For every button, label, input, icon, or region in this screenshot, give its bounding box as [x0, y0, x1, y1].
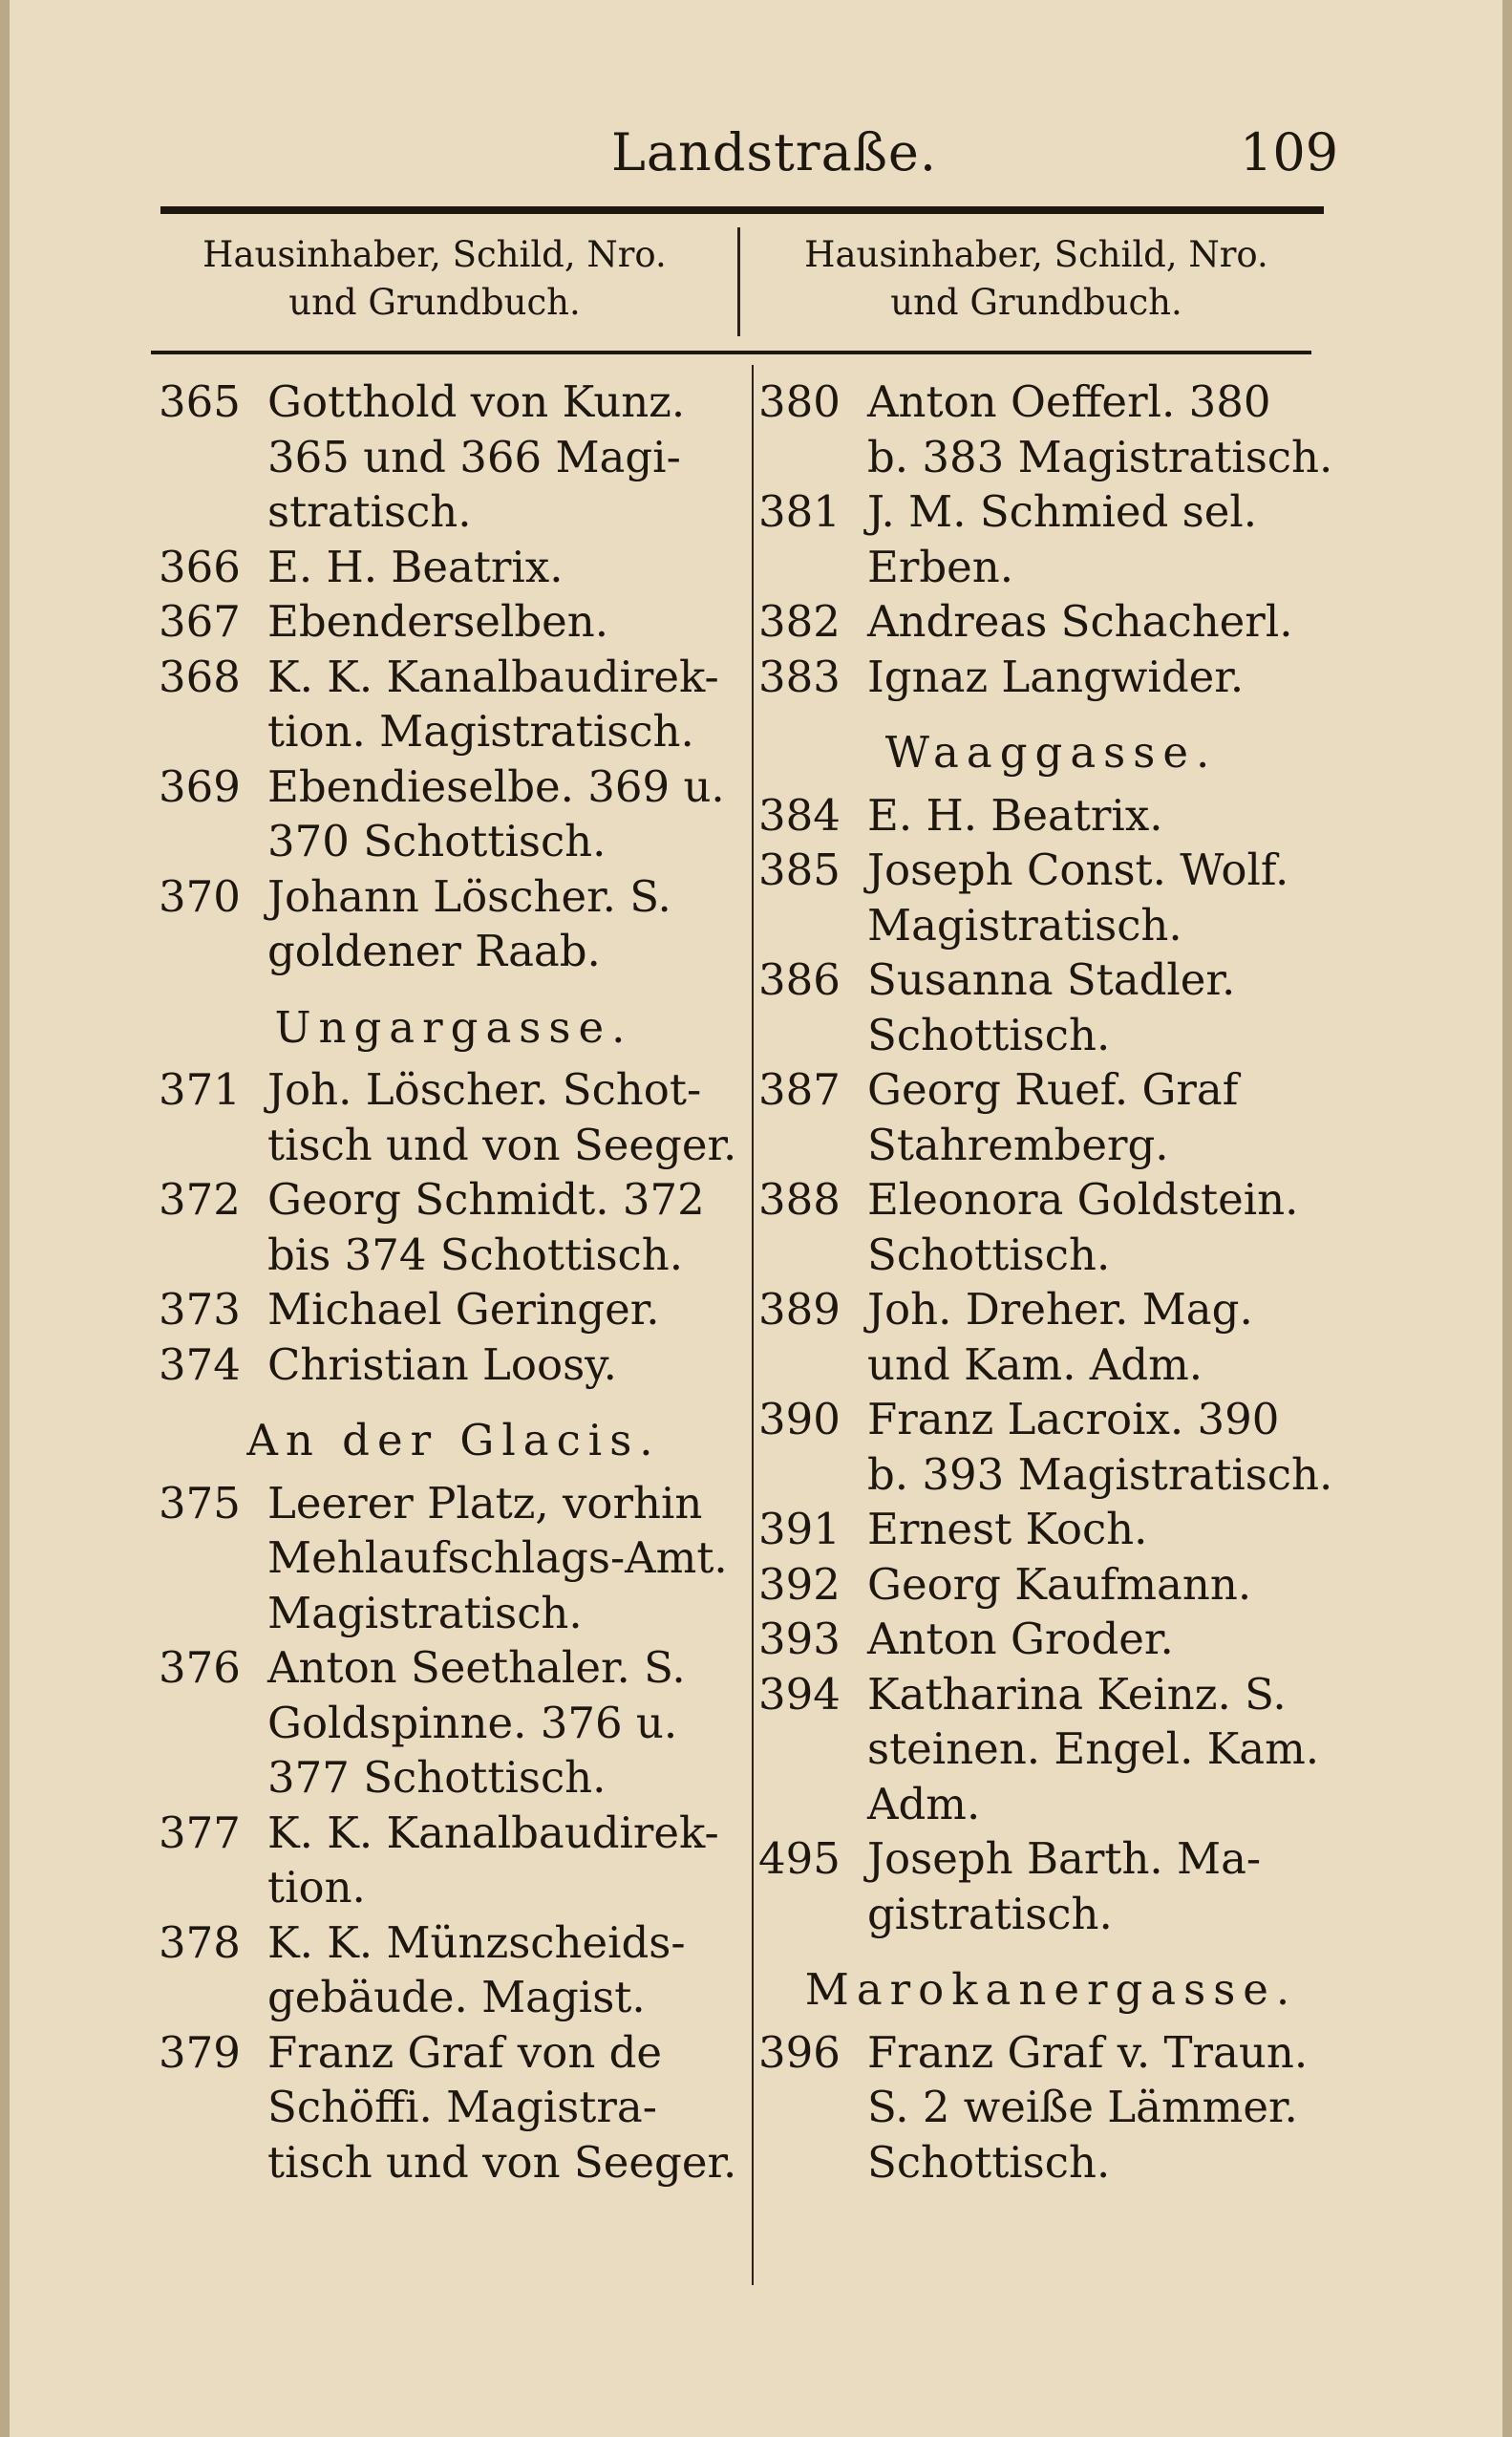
house-entry — [753, 952, 1350, 1062]
street-heading: Waaggasse. — [884, 727, 1218, 778]
house-number: 387 — [758, 1064, 841, 1115]
page-title: Landstraße. — [611, 122, 938, 182]
house-entry — [153, 1337, 755, 1393]
house-number: 394 — [758, 1668, 841, 1720]
entry-line: tisch und von Seeger. — [267, 2136, 737, 2188]
house-owner-text — [867, 1557, 1350, 1613]
street-heading: Ungargasse. — [274, 1001, 633, 1053]
entry-line: Schottisch. — [867, 1229, 1111, 1280]
entry-line: stratisch. — [267, 486, 472, 537]
entry-line: tisch und von Seeger. — [267, 1119, 737, 1170]
entry-line: Michael Geringer. — [267, 1284, 660, 1335]
house-entry — [153, 2025, 755, 2191]
house-owner-text — [267, 1476, 755, 1641]
house-number: 386 — [758, 954, 841, 1005]
house-number: 367 — [159, 596, 241, 647]
house-entry — [153, 1476, 755, 1641]
house-owner-text — [267, 869, 755, 979]
entry-line: Andreas Schacherl. — [867, 596, 1293, 647]
house-entry — [753, 650, 1350, 705]
house-owner-text — [867, 1502, 1350, 1557]
entry-line: Franz Graf von de — [267, 2026, 663, 2078]
house-entry — [753, 843, 1350, 952]
house-owner-text — [267, 1915, 755, 2025]
entry-line: Johann Löscher. S. — [267, 870, 671, 922]
entry-line: 377 Schottisch. — [267, 1752, 607, 1803]
house-number: 391 — [758, 1504, 841, 1554]
entry-line: Katharina Keinz. S. — [867, 1668, 1287, 1720]
house-entry — [153, 594, 755, 650]
house-entry — [153, 759, 755, 869]
house-number: 369 — [159, 760, 241, 812]
house-owner-text — [267, 650, 755, 759]
street-heading: Marokanergasse. — [804, 1964, 1298, 2015]
entry-line: tion. Magistratisch. — [267, 706, 694, 757]
entry-line: Erben. — [867, 541, 1014, 592]
house-entry — [753, 2025, 1350, 2191]
house-owner-text — [867, 1392, 1350, 1502]
entry-line: steinen. Engel. Kam. — [867, 1723, 1320, 1774]
entry-line: 365 und 366 Magi- — [267, 431, 681, 482]
house-owner-text — [867, 594, 1350, 650]
right-column — [753, 374, 1350, 2190]
house-entry — [753, 484, 1350, 594]
house-number: 384 — [758, 789, 841, 841]
entry-line: Anton Seethaler. S. — [267, 1642, 686, 1693]
entry-line: Joseph Const. Wolf. — [867, 844, 1289, 895]
house-number: 372 — [159, 1174, 241, 1225]
house-entry — [153, 1640, 755, 1806]
left-column — [153, 374, 755, 2190]
house-number: 393 — [758, 1614, 841, 1664]
house-entry — [753, 1062, 1350, 1172]
house-entry — [153, 1172, 755, 1282]
entry-line: Ignaz Langwider. — [867, 651, 1245, 702]
entry-line: Ebenderselben. — [267, 596, 609, 647]
house-number: 396 — [758, 2026, 841, 2078]
house-owner-text — [867, 374, 1350, 484]
entry-line: Schottisch. — [867, 1009, 1111, 1060]
house-entry — [753, 374, 1350, 484]
house-number: 371 — [159, 1064, 241, 1115]
house-entry — [153, 1915, 755, 2025]
entry-line: Schöffi. Magistra- — [267, 2082, 657, 2132]
house-number: 380 — [758, 376, 841, 427]
entry-line: goldener Raab. — [267, 926, 601, 976]
entry-line: Franz Graf v. Traun. — [867, 2026, 1309, 2078]
house-number: 366 — [159, 541, 241, 592]
entry-line: 370 Schottisch. — [267, 816, 607, 866]
entry-line: Ernest Koch. — [867, 1504, 1148, 1554]
house-number: 378 — [159, 1916, 241, 1968]
house-entry — [753, 1831, 1350, 1941]
house-owner-text — [267, 1640, 755, 1806]
entry-line: b. 393 Magistratisch. — [867, 1448, 1333, 1500]
house-entry — [753, 788, 1350, 844]
house-owner-text — [867, 843, 1350, 952]
entry-line: E. H. Beatrix. — [267, 541, 564, 592]
entry-line: Eleonora Goldstein. — [867, 1174, 1299, 1225]
column-header-line2: und Grundbuch. — [890, 282, 1182, 323]
entry-line: S. 2 weiße Lämmer. — [867, 2082, 1298, 2132]
house-entry — [753, 1172, 1350, 1282]
house-owner-text — [267, 374, 755, 540]
entry-line: Christian Loosy. — [267, 1338, 617, 1390]
entry-line: Anton Groder. — [867, 1614, 1174, 1664]
entry-line: tion. — [267, 1862, 366, 1913]
house-number: 385 — [758, 844, 841, 895]
house-owner-text — [867, 1062, 1350, 1172]
entry-line: Adm. — [867, 1778, 981, 1829]
house-owner-text — [267, 2025, 755, 2191]
entry-line: gebäude. Magist. — [267, 1972, 646, 2022]
entry-line: K. K. Kanalbaudirek- — [267, 1806, 719, 1858]
entry-line: Mehlaufschlags-Amt. — [267, 1532, 728, 1583]
entry-line: Stahremberg. — [867, 1119, 1169, 1170]
house-number: 370 — [159, 870, 241, 922]
page-edge-right — [1502, 0, 1512, 2437]
house-number: 368 — [159, 651, 241, 702]
entry-line: E. H. Beatrix. — [867, 789, 1163, 841]
house-owner-text — [867, 788, 1350, 844]
entry-line: K. K. Kanalbaudirek- — [267, 651, 719, 702]
column-header-line1: Hausinhaber, Schild, Nro. — [804, 234, 1268, 275]
house-number: 379 — [159, 2026, 241, 2078]
entry-line: b. 383 Magistratisch. — [867, 431, 1333, 482]
house-owner-text — [267, 540, 755, 595]
header-rule — [160, 206, 1324, 214]
entry-line: gistratisch. — [867, 1888, 1113, 1939]
entry-line: Goldspinne. 376 u. — [267, 1697, 678, 1748]
column-header-right — [745, 231, 1328, 327]
house-entry — [153, 374, 755, 540]
house-number: 373 — [159, 1284, 241, 1335]
page-edge-left — [0, 0, 10, 2437]
house-entry — [153, 1806, 755, 1915]
house-entry — [753, 1392, 1350, 1502]
entry-line: K. K. Münzscheids- — [267, 1916, 686, 1968]
house-owner-text — [867, 1172, 1350, 1282]
column-header-line2: und Grundbuch. — [288, 282, 581, 323]
entry-line: Magistratisch. — [267, 1587, 583, 1638]
house-number: 376 — [159, 1642, 241, 1693]
house-number: 390 — [758, 1394, 841, 1444]
house-owner-text — [867, 952, 1350, 1062]
house-owner-text — [267, 1806, 755, 1915]
house-owner-text — [867, 2025, 1350, 2191]
house-owner-text — [867, 1282, 1350, 1392]
house-number: 388 — [758, 1174, 841, 1225]
entry-line: Franz Lacroix. 390 — [867, 1394, 1280, 1444]
house-owner-text — [867, 650, 1350, 705]
house-owner-text — [867, 484, 1350, 594]
house-entry — [153, 869, 755, 979]
column-header-line1: Hausinhaber, Schild, Nro. — [202, 234, 667, 275]
house-owner-text — [267, 1062, 755, 1172]
house-number: 495 — [758, 1833, 841, 1884]
entry-line: Georg Schmidt. 372 — [267, 1174, 705, 1225]
house-entry — [753, 1667, 1350, 1832]
entry-line: J. M. Schmied sel. — [867, 486, 1258, 537]
entry-line: Joh. Dreher. Mag. — [867, 1284, 1253, 1335]
entry-line: bis 374 Schottisch. — [267, 1229, 684, 1280]
house-entry — [753, 1612, 1350, 1667]
house-number: 383 — [758, 651, 841, 702]
house-entry — [153, 1062, 755, 1172]
entry-line: Georg Kaufmann. — [867, 1558, 1252, 1610]
house-owner-text — [867, 1831, 1350, 1941]
house-number: 377 — [159, 1806, 241, 1858]
house-number: 375 — [159, 1477, 241, 1528]
column-header-divider — [737, 227, 740, 336]
house-number: 381 — [758, 486, 841, 537]
entry-line: Susanna Stadler. — [867, 954, 1236, 1005]
entry-line: Georg Ruef. Graf — [867, 1064, 1239, 1115]
entry-line: Ebendieselbe. 369 u. — [267, 760, 725, 812]
house-owner-text — [267, 1282, 755, 1337]
house-entry — [153, 1282, 755, 1337]
house-entry — [753, 1282, 1350, 1392]
house-owner-text — [267, 759, 755, 869]
house-entry — [753, 1557, 1350, 1613]
entry-line: Leerer Platz, vorhin — [267, 1477, 703, 1528]
entry-line: Joseph Barth. Ma- — [867, 1833, 1262, 1884]
entry-line: Schottisch. — [867, 2136, 1111, 2188]
house-entry — [753, 594, 1350, 650]
street-heading: An der Glacis. — [246, 1415, 661, 1465]
entry-line: Anton Oefferl. 380 — [867, 376, 1271, 427]
house-number: 392 — [758, 1558, 841, 1610]
column-header-rule — [151, 351, 1311, 354]
house-entry — [153, 650, 755, 759]
house-number: 382 — [758, 596, 841, 647]
entry-line: und Kam. Adm. — [867, 1338, 1203, 1390]
entry-line: Gotthold von Kunz. — [267, 376, 686, 427]
entry-line: Joh. Löscher. Schot- — [267, 1064, 702, 1115]
page-number: 109 — [1240, 122, 1339, 182]
house-owner-text — [867, 1612, 1350, 1667]
house-owner-text — [867, 1667, 1350, 1832]
house-number: 374 — [159, 1338, 241, 1390]
house-owner-text — [267, 594, 755, 650]
house-entry — [753, 1502, 1350, 1557]
entry-line: Magistratisch. — [867, 899, 1182, 951]
column-header-left — [143, 231, 726, 327]
house-number: 365 — [159, 376, 241, 427]
house-owner-text — [267, 1337, 755, 1393]
house-owner-text — [267, 1172, 755, 1282]
house-number: 389 — [758, 1284, 841, 1335]
house-entry — [153, 540, 755, 595]
